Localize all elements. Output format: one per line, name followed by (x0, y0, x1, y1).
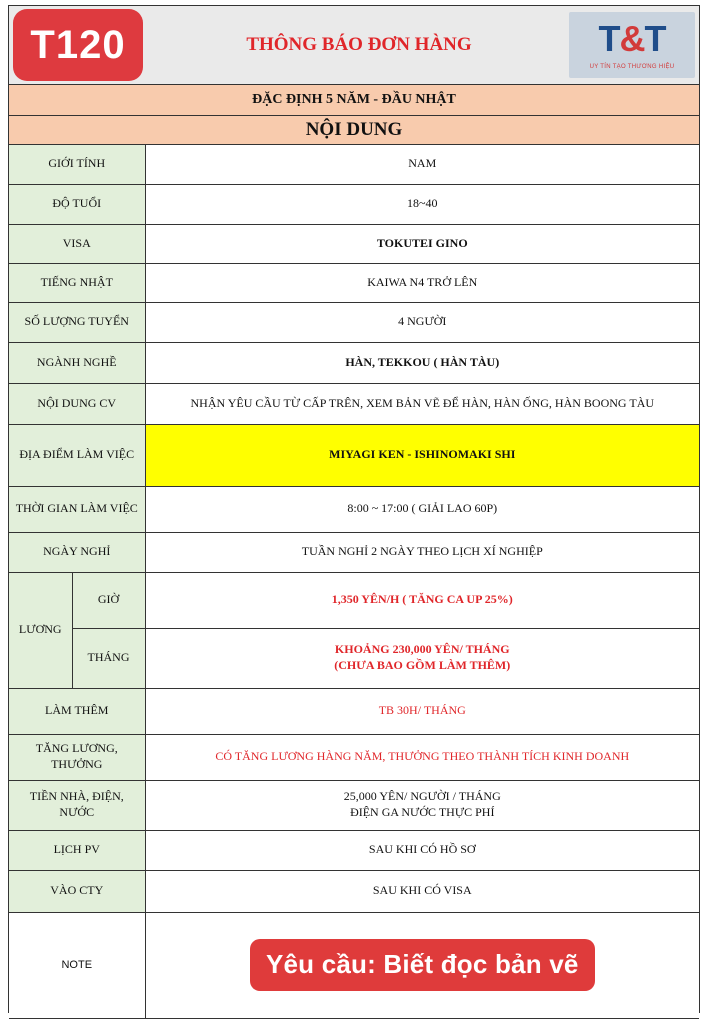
overtime-value: TB 30H/ THÁNG (145, 688, 699, 734)
section-title: NỘI DUNG (9, 116, 699, 145)
raise-label: TĂNG LƯƠNG, THƯỞNG (9, 734, 145, 780)
table-row (9, 572, 699, 628)
age-label: ĐỘ TUỔI (9, 184, 145, 224)
gender-value: NAM (145, 145, 699, 184)
work-time-value: 8:00 ~ 17:00 ( GIẢI LAO 60P) (145, 486, 699, 532)
table-row (9, 734, 699, 780)
interview-label: LỊCH PV (9, 830, 145, 870)
quantity-value: 4 NGƯỜI (145, 302, 699, 342)
info-table (9, 145, 699, 1019)
table-row (9, 302, 699, 342)
note-label: NOTE (9, 912, 145, 1018)
housing-line-2: ĐIỆN GA NƯỚC THỰC PHÍ (350, 805, 495, 819)
housing-line-1: 25,000 YÊN/ NGƯỜI / THÁNG (343, 789, 501, 804)
table-row (9, 263, 699, 302)
program-subtitle: ĐẶC ĐỊNH 5 NĂM - ĐẦU NHẬT (9, 85, 699, 116)
order-code-badge: T120 (13, 9, 143, 81)
table-row (9, 145, 699, 184)
work-time-label: THỜI GIAN LÀM VIỆC (9, 486, 145, 532)
visa-value: TOKUTEI GINO (145, 224, 699, 263)
order-notice-sheet (8, 5, 700, 1013)
days-off-label: NGÀY NGHỈ (9, 532, 145, 572)
logo-ampersand: & (619, 18, 645, 59)
age-value: 18~40 (145, 184, 699, 224)
job-content-value: NHẬN YÊU CẦU TỪ CẤP TRÊN, XEM BẢN VẼ ĐỂ HÀN, HÀN ỐNG, HÀN BOONG TÀU (145, 383, 699, 424)
raise-value: CÓ TĂNG LƯƠNG HÀNG NĂM, THƯỞNG THEO THÀNH TÍCH KINH DOANH (145, 734, 699, 780)
table-row (9, 830, 699, 870)
table-row (9, 486, 699, 532)
industry-label: NGÀNH NGHỀ (9, 342, 145, 383)
table-row (9, 342, 699, 383)
table-row (9, 224, 699, 263)
japanese-label: TIẾNG NHẬT (9, 263, 145, 302)
gender-label: GIỚI TÍNH (9, 145, 145, 184)
japanese-value: KAIWA N4 TRỞ LÊN (145, 263, 699, 302)
header-title: THÔNG BÁO ĐƠN HÀNG (246, 34, 472, 55)
table-row (9, 780, 699, 830)
logo-tagline: UY TÍN TẠO THƯƠNG HIỆU (589, 64, 675, 70)
salary-month-value (145, 628, 699, 688)
interview-value: SAU KHI CÓ HỒ SƠ (145, 830, 699, 870)
table-row (9, 383, 699, 424)
housing-value (145, 780, 699, 830)
table-row (9, 532, 699, 572)
logo-mark: T&T (598, 18, 666, 59)
table-row (9, 424, 699, 486)
days-off-value: TUẦN NGHỈ 2 NGÀY THEO LỊCH XÍ NGHIỆP (145, 532, 699, 572)
job-content-label: NỘI DUNG CV (9, 383, 145, 424)
note-requirement-badge: Yêu cầu: Biết đọc bản vẽ (250, 939, 595, 991)
overtime-label: LÀM THÊM (9, 688, 145, 734)
table-row (9, 912, 699, 1018)
table-row (9, 870, 699, 912)
salary-month-label: THÁNG (72, 628, 145, 688)
salary-hour-value: 1,350 YÊN/H ( TĂNG CA UP 25%) (145, 572, 699, 628)
industry-value: HÀN, TEKKOU ( HÀN TÀU) (145, 342, 699, 383)
location-label: ĐỊA ĐIỂM LÀM VIỆC (9, 424, 145, 486)
table-row (9, 628, 699, 688)
table-row (9, 184, 699, 224)
salary-label: LƯƠNG (9, 572, 72, 688)
quantity-label: SỐ LƯỢNG TUYỂN (9, 302, 145, 342)
header (9, 6, 699, 85)
salary-month-line-2: (CHƯA BAO GỒM LÀM THÊM) (334, 658, 511, 672)
company-logo (569, 12, 695, 78)
table-row (9, 688, 699, 734)
visa-label: VISA (9, 224, 145, 263)
location-value: MIYAGI KEN - ISHINOMAKI SHI (145, 424, 699, 486)
housing-label: TIỀN NHÀ, ĐIỆN, NƯỚC (9, 780, 145, 830)
start-label: VÀO CTY (9, 870, 145, 912)
start-value: SAU KHI CÓ VISA (145, 870, 699, 912)
salary-hour-label: GIỜ (72, 572, 145, 628)
note-cell (145, 912, 699, 1018)
salary-month-line-1: KHOẢNG 230,000 YÊN/ THÁNG (334, 642, 510, 657)
